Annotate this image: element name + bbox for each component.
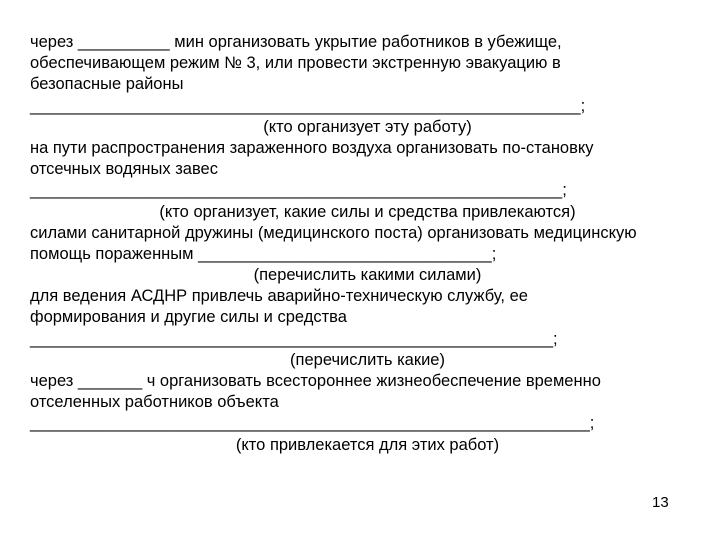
text-line-18: отселенных работников объекта	[30, 393, 279, 412]
fill-in-blank-line-2: __________________________________________________________;	[30, 181, 567, 200]
fill-in-blank-line-4: _____________________________________________________________;	[30, 414, 595, 433]
page-number: 13	[652, 494, 669, 511]
text-line-6: на пути распространения зараженного воздуха организовать по-становку	[30, 138, 594, 157]
instruction-caption-3: (перечислить какими силами)	[253, 266, 482, 285]
text-line-11: помощь пораженным ________________________________;	[30, 244, 497, 263]
instruction-caption-2: (кто организует, какие силы и средства привлекаются)	[159, 202, 576, 221]
fill-in-blank-line-1: ____________________________________________________________;	[30, 96, 586, 115]
text-line-7: отсечных водяных завес	[30, 160, 218, 179]
document-body	[30, 32, 705, 456]
text-line-1: через __________ мин организовать укрытие работников в убежище,	[30, 33, 562, 51]
text-line-14: формирования и другие силы и средства	[30, 308, 347, 327]
fill-in-blank-line-3: _________________________________________________________;	[30, 329, 558, 348]
text-line-10: силами санитарной дружины (медицинского поста) организовать медицинскую	[30, 223, 637, 242]
instruction-caption-1: (кто организует эту работу)	[263, 117, 472, 136]
text-line-13: для ведения АСДНР привлечь аварийно-техническую службу, ее	[30, 287, 528, 306]
text-line-17: через _______ ч организовать всестороннее жизнеобеспечение временно	[30, 372, 601, 390]
instruction-caption-5: (кто привлекается для этих работ)	[235, 435, 500, 454]
instruction-caption-4: (перечислить какие)	[290, 350, 445, 369]
text-line-2: обеспечивающем режим № 3, или провести экстренную эвакуацию в	[30, 54, 561, 73]
text-line-3: безопасные районы	[30, 75, 184, 94]
